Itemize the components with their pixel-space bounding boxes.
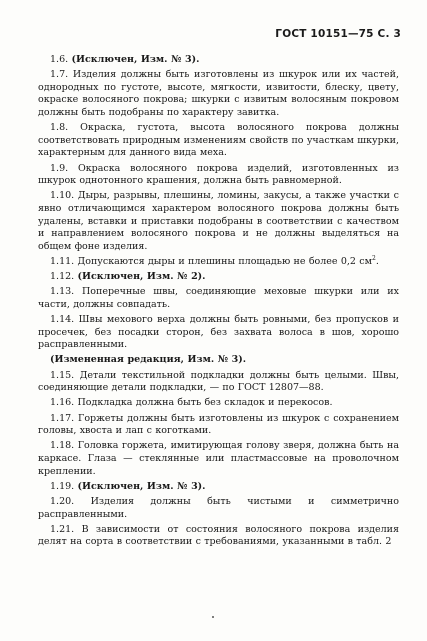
paragraph [38, 314, 399, 352]
paragraph-number: 1.11. [50, 255, 75, 267]
paragraph-number: 1.15. [50, 369, 75, 381]
paragraph [38, 413, 399, 438]
paragraph [38, 370, 399, 395]
paragraph-text: Горжеты должны быть изготовлены из шкурок с сохранением головы, хвоста и лап с коготками. [38, 412, 399, 437]
paragraph-text: Изделия должны быть чистыми и симметрично расправленными. [38, 495, 399, 520]
page-header: ГОСТ 10151—75 С. 3 [275, 28, 401, 40]
paragraph [38, 256, 399, 269]
paragraph-text: Головка горжета, имитирующая голову зверя, должна быть на каркасе. Глаза — стеклянные или пластмассовые на проволочном креплении. [38, 440, 400, 477]
paragraph-number: 1.14. [50, 314, 75, 326]
paragraph [38, 190, 399, 253]
paragraph-number: 1.7. [50, 69, 69, 81]
paragraph-text: (Исключен, Изм. № 2). [77, 271, 206, 283]
paragraph-text: Подкладка должна быть без складок и перекосов. [77, 397, 333, 409]
paragraph [38, 163, 399, 188]
paragraph-number: 1.18. [50, 440, 75, 452]
paragraph [38, 286, 399, 311]
paragraph-number: 1.8. [50, 122, 69, 134]
paragraph-number: 1.16. [50, 397, 75, 409]
paragraph-number: 1.21. [50, 523, 75, 535]
paragraph-text: Детали текстильной подкладки должны быть целыми. Швы, соединяющие детали подкладки, — по ГОСТ 12807—88. [38, 369, 399, 394]
paragraph-number: 1.12. [50, 271, 75, 283]
paragraph-number: 1.17. [50, 412, 75, 424]
paragraph-number: 1.20. [50, 495, 75, 507]
paragraph-text: Поперечные швы, соединяющие меховые шкурки или их части, должны совпадать. [38, 286, 399, 310]
paragraph [38, 524, 399, 549]
paragraph-number: 1.6. [50, 54, 69, 65]
paragraph-number: 1.10. [50, 190, 75, 202]
paragraph-text: (Исключен, Изм. № 3). [77, 480, 206, 492]
paragraph-text: (Измененная редакция, Изм. № 3). [50, 354, 247, 366]
paragraph [38, 354, 399, 367]
document-body [38, 54, 399, 551]
paragraph [38, 54, 399, 67]
paragraph-text: В зависимости от состояния волосяного покрова изделия делят на сорта в соответствии с требованиями, указанными в табл. 2 [38, 523, 399, 548]
paragraph-text: Окраска, густота, высота волосяного покрова должны соответствовать природным изменениям свойств по участкам шкурки, характерным для данного вида меха. [38, 122, 399, 159]
paragraph [38, 397, 399, 410]
paragraph [38, 496, 399, 521]
paragraph-text: Швы мехового верха должны быть ровными, без пропусков и просечек, без посадки сторон, без захвата волоса в шов, хорошо расправленными. [38, 314, 399, 351]
paragraph-number: 1.13. [50, 286, 75, 298]
paragraph [38, 122, 399, 160]
paragraph-number: 1.9. [50, 162, 69, 174]
paragraph [38, 440, 399, 478]
paragraph [38, 271, 399, 284]
paragraph-tail: . [375, 255, 379, 267]
paragraph-text: Окраска волосяного покрова изделий, изготовленных из шкурок однотонного крашения, должна быть равномерной. [38, 162, 399, 187]
paragraph-text: Дыры, разрывы, плешины, ломины, закусы, а также участки с явно отличающимся характером волосяного покрова должны быть удалены, вставки и приставки подобраны в соответствии с качеством и направлением волосяного покрова и не должны выделяться на общем фоне изделия. [38, 190, 400, 252]
paragraph [38, 69, 399, 119]
superscript: 2 [372, 254, 376, 262]
paragraph-text: (Исключен, Изм. № 3). [71, 54, 200, 65]
scan-speck [212, 616, 214, 618]
paragraph [38, 481, 399, 494]
paragraph-text: Допускаются дыры и плешины площадью не более 0,2 см [77, 255, 372, 267]
paragraph-text: Изделия должны быть изготовлены из шкурок или их частей, однородных по густоте, высоте, мягкости, извитости, блеску, цвету, окраске волосяного покрова; шкурки с извитым волосяным покровом должны быть подобраны по характеру завитка. [38, 69, 399, 118]
paragraph-number: 1.19. [50, 480, 75, 492]
